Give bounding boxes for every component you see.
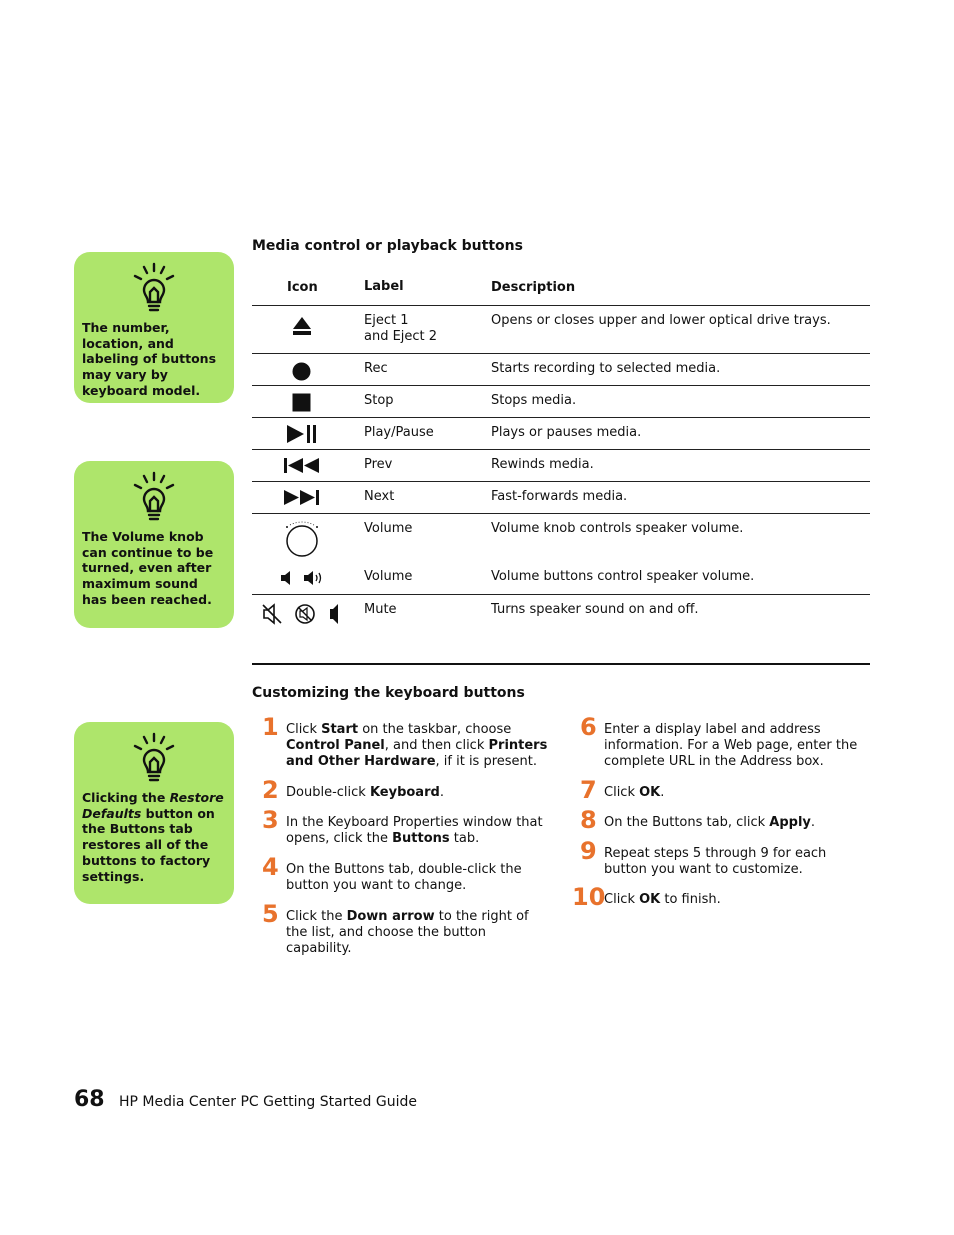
table-row bbox=[252, 595, 870, 631]
page-number: 68 bbox=[74, 1087, 105, 1112]
column-header-label: Label bbox=[364, 279, 404, 294]
table-header bbox=[252, 272, 870, 306]
media-buttons-table bbox=[252, 272, 870, 631]
tip-box-3 bbox=[74, 722, 234, 904]
row-description: Plays or pauses media. bbox=[491, 425, 642, 440]
step-text: In the Keyboard Properties window that opens, click the Buttons tab. bbox=[286, 815, 543, 846]
tip-box-2 bbox=[74, 461, 234, 628]
row-description: Rewinds media. bbox=[491, 457, 594, 472]
lightbulb-icon bbox=[130, 262, 178, 314]
row-description: Volume buttons control speaker volume. bbox=[491, 569, 755, 584]
step-text: Repeat steps 5 through 9 for each button you want to customize. bbox=[604, 846, 827, 877]
play-pause-icon bbox=[287, 425, 317, 443]
step-text: On the Buttons tab, double-click the button you want to change. bbox=[286, 862, 522, 893]
step-number: 4 bbox=[262, 853, 279, 881]
step-number: 10 bbox=[572, 883, 606, 911]
step-text: Click OK to finish. bbox=[604, 892, 721, 907]
lightbulb-icon bbox=[130, 732, 178, 784]
row-label: Play/Pause bbox=[364, 425, 434, 440]
tip-text: The number, location, and labeling of buttons may vary by keyboard model. bbox=[82, 320, 217, 398]
step-number: 1 bbox=[262, 713, 279, 741]
footer-title: HP Media Center PC Getting Started Guide bbox=[119, 1094, 417, 1110]
mute-icon bbox=[262, 603, 346, 625]
row-description: Starts recording to selected media. bbox=[491, 361, 721, 376]
record-icon bbox=[292, 362, 311, 381]
row-description: Turns speaker sound on and off. bbox=[491, 602, 699, 617]
step-text: Click OK. bbox=[604, 785, 665, 800]
row-description: Volume knob controls speaker volume. bbox=[491, 521, 744, 536]
step-number: 7 bbox=[580, 776, 597, 804]
lightbulb-icon bbox=[130, 471, 178, 523]
stop-icon bbox=[292, 393, 311, 412]
table-row bbox=[252, 306, 870, 354]
row-label: Prev bbox=[364, 457, 393, 472]
table-row bbox=[252, 562, 870, 595]
row-label: and Eject 2 bbox=[364, 329, 438, 344]
row-label: Eject 1 bbox=[364, 313, 409, 328]
media-section-heading: Media control or playback buttons bbox=[252, 238, 523, 254]
row-label: Mute bbox=[364, 602, 397, 617]
table-row bbox=[252, 514, 870, 562]
row-label: Stop bbox=[364, 393, 394, 408]
custom-section-heading: Customizing the keyboard buttons bbox=[252, 685, 525, 701]
step-number: 5 bbox=[262, 900, 279, 928]
row-description: Fast-forwards media. bbox=[491, 489, 628, 504]
eject-icon bbox=[292, 316, 312, 336]
row-description: Stops media. bbox=[491, 393, 577, 408]
row-label: Next bbox=[364, 489, 395, 504]
table-row bbox=[252, 418, 870, 450]
step-text: Enter a display label and address information. For a Web page, enter the complete URL in the Address box. bbox=[604, 722, 858, 769]
row-label: Rec bbox=[364, 361, 388, 376]
step-text: Click the Down arrow to the right of the list, and choose the button capability. bbox=[286, 909, 529, 956]
tip-box-1 bbox=[74, 252, 234, 403]
previous-icon bbox=[284, 458, 320, 473]
step-text: Double-click Keyboard. bbox=[286, 785, 444, 800]
step-number: 6 bbox=[580, 713, 597, 741]
step-number: 8 bbox=[580, 806, 597, 834]
tip-text: The Volume knob can continue to be turned, even after maximum sound has been reached. bbox=[82, 529, 214, 607]
tip-text: Clicking the Restore Defaults button on the Buttons tab restores all of the buttons to factory settings. bbox=[82, 790, 224, 884]
table-row bbox=[252, 354, 870, 386]
column-header-icon: Icon bbox=[287, 280, 318, 295]
table-row bbox=[252, 482, 870, 514]
step-number: 2 bbox=[262, 776, 279, 804]
next-icon bbox=[284, 490, 320, 505]
step-text: Click Start on the taskbar, choose Control Panel, and then click Printers and Other Hardware, if it is present. bbox=[286, 722, 548, 769]
row-label: Volume bbox=[364, 521, 413, 536]
step-number: 9 bbox=[580, 837, 597, 865]
table-row bbox=[252, 450, 870, 482]
row-label: Volume bbox=[364, 569, 413, 584]
step-text: On the Buttons tab, click Apply. bbox=[604, 815, 816, 830]
row-description: Opens or closes upper and lower optical drive trays. bbox=[491, 313, 831, 328]
table-row bbox=[252, 386, 870, 418]
volume-knob-icon bbox=[282, 521, 322, 557]
section-divider bbox=[252, 663, 870, 665]
step-number: 3 bbox=[262, 806, 279, 834]
column-header-description: Description bbox=[491, 280, 576, 295]
volume-buttons-icon bbox=[280, 571, 324, 585]
